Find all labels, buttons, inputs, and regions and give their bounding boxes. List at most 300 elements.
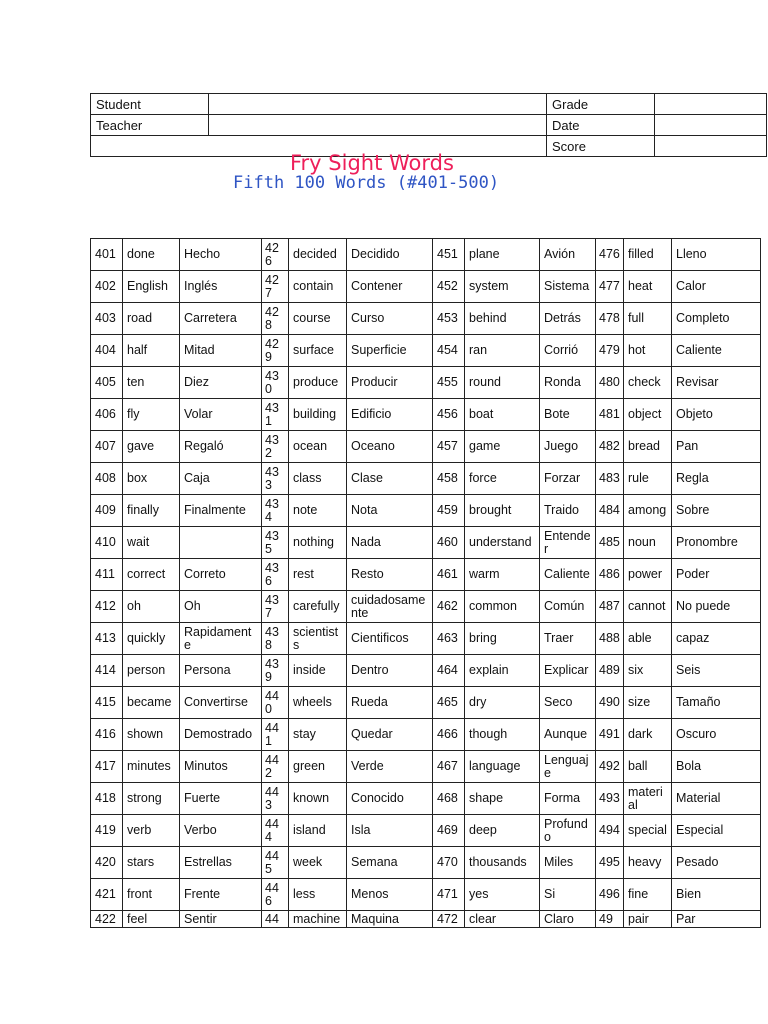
word-number-cell: 406: [91, 399, 123, 431]
word-number-cell: 405: [91, 367, 123, 399]
word-cell: bread: [624, 431, 672, 463]
table-row: [91, 783, 761, 815]
word-cell: quickly: [123, 623, 180, 655]
spanish-translation-cell: Producir: [347, 367, 433, 399]
table-row: [91, 527, 761, 559]
spanish-translation-cell: Seis: [672, 655, 761, 687]
table-row: [91, 655, 761, 687]
spanish-translation-cell: Caliente: [672, 335, 761, 367]
word-number-cell: 455: [433, 367, 465, 399]
word-number-cell: 421: [91, 879, 123, 911]
word-cell: week: [289, 847, 347, 879]
spanish-translation-cell: Bote: [540, 399, 596, 431]
word-cell: inside: [289, 655, 347, 687]
score-label: Score: [547, 136, 655, 157]
spanish-translation-cell: Claro: [540, 911, 596, 928]
word-number-cell: 441: [262, 719, 289, 751]
spanish-translation-cell: Nada: [347, 527, 433, 559]
word-number-cell: 403: [91, 303, 123, 335]
word-number-cell: 477: [596, 271, 624, 303]
spanish-translation-cell: Oscuro: [672, 719, 761, 751]
spanish-translation-cell: Volar: [180, 399, 262, 431]
spanish-translation-cell: Caja: [180, 463, 262, 495]
word-cell: explain: [465, 655, 540, 687]
word-number-cell: 465: [433, 687, 465, 719]
spanish-translation-cell: Estrellas: [180, 847, 262, 879]
word-cell: material: [624, 783, 672, 815]
word-number-cell: 437: [262, 591, 289, 623]
word-cell: decided: [289, 239, 347, 271]
word-number-cell: 409: [91, 495, 123, 527]
word-cell: shown: [123, 719, 180, 751]
spanish-translation-cell: Forzar: [540, 463, 596, 495]
table-row: [91, 623, 761, 655]
table-row: [91, 239, 761, 271]
word-number-cell: 436: [262, 559, 289, 591]
word-number-cell: 492: [596, 751, 624, 783]
word-cell: became: [123, 687, 180, 719]
word-cell: noun: [624, 527, 672, 559]
spanish-translation-cell: No puede: [672, 591, 761, 623]
spanish-translation-cell: Dentro: [347, 655, 433, 687]
word-number-cell: 426: [262, 239, 289, 271]
table-row: [91, 911, 761, 928]
word-cell: behind: [465, 303, 540, 335]
word-cell: deep: [465, 815, 540, 847]
word-cell: among: [624, 495, 672, 527]
table-row: [91, 687, 761, 719]
word-number-cell: 495: [596, 847, 624, 879]
spanish-translation-cell: Ronda: [540, 367, 596, 399]
word-cell: known: [289, 783, 347, 815]
word-cell: wait: [123, 527, 180, 559]
word-number-cell: 432: [262, 431, 289, 463]
word-cell: island: [289, 815, 347, 847]
word-number-cell: 484: [596, 495, 624, 527]
word-number-cell: 478: [596, 303, 624, 335]
spanish-translation-cell: Conocido: [347, 783, 433, 815]
word-cell: hot: [624, 335, 672, 367]
word-cell: less: [289, 879, 347, 911]
word-cell: round: [465, 367, 540, 399]
word-number-cell: 431: [262, 399, 289, 431]
word-number-cell: 469: [433, 815, 465, 847]
word-cell: rest: [289, 559, 347, 591]
word-cell: yes: [465, 879, 540, 911]
word-number-cell: 458: [433, 463, 465, 495]
spanish-translation-cell: Regaló: [180, 431, 262, 463]
word-cell: produce: [289, 367, 347, 399]
spanish-translation-cell: Pronombre: [672, 527, 761, 559]
table-row: [91, 847, 761, 879]
spanish-translation-cell: Carretera: [180, 303, 262, 335]
spanish-translation-cell: Menos: [347, 879, 433, 911]
word-number-cell: 482: [596, 431, 624, 463]
spanish-translation-cell: Bola: [672, 751, 761, 783]
spanish-translation-cell: Juego: [540, 431, 596, 463]
word-cell: six: [624, 655, 672, 687]
spanish-translation-cell: Convertirse: [180, 687, 262, 719]
spanish-translation-cell: Persona: [180, 655, 262, 687]
word-number-cell: 468: [433, 783, 465, 815]
spanish-translation-cell: Fuerte: [180, 783, 262, 815]
spanish-translation-cell: Edificio: [347, 399, 433, 431]
spanish-translation-cell: Sistema: [540, 271, 596, 303]
word-cell: special: [624, 815, 672, 847]
spanish-translation-cell: Común: [540, 591, 596, 623]
spanish-translation-cell: Oceano: [347, 431, 433, 463]
word-cell: force: [465, 463, 540, 495]
word-cell: able: [624, 623, 672, 655]
spanish-translation-cell: Quedar: [347, 719, 433, 751]
word-cell: oh: [123, 591, 180, 623]
date-label: Date: [547, 115, 655, 136]
word-number-cell: 414: [91, 655, 123, 687]
word-number-cell: 429: [262, 335, 289, 367]
word-cell: power: [624, 559, 672, 591]
word-cell: correct: [123, 559, 180, 591]
spanish-translation-cell: Sentir: [180, 911, 262, 928]
word-number-cell: 486: [596, 559, 624, 591]
word-number-cell: 416: [91, 719, 123, 751]
word-cell: wheels: [289, 687, 347, 719]
spanish-translation-cell: Clase: [347, 463, 433, 495]
word-cell: class: [289, 463, 347, 495]
word-number-cell: 470: [433, 847, 465, 879]
word-cell: ocean: [289, 431, 347, 463]
spanish-translation-cell: Rapidamente: [180, 623, 262, 655]
word-cell: thousands: [465, 847, 540, 879]
word-number-cell: 451: [433, 239, 465, 271]
word-cell: ball: [624, 751, 672, 783]
word-cell: front: [123, 879, 180, 911]
word-number-cell: 427: [262, 271, 289, 303]
word-cell: filled: [624, 239, 672, 271]
spanish-translation-cell: Traido: [540, 495, 596, 527]
spanish-translation-cell: Sobre: [672, 495, 761, 527]
word-number-cell: 459: [433, 495, 465, 527]
student-label: Student: [91, 94, 209, 115]
spanish-translation-cell: Decidido: [347, 239, 433, 271]
word-number-cell: 452: [433, 271, 465, 303]
word-number-cell: 428: [262, 303, 289, 335]
word-cell: game: [465, 431, 540, 463]
spanish-translation-cell: Tamaño: [672, 687, 761, 719]
word-cell: language: [465, 751, 540, 783]
grade-field[interactable]: [655, 94, 767, 115]
word-number-cell: 408: [91, 463, 123, 495]
word-cell: building: [289, 399, 347, 431]
word-number-cell: 493: [596, 783, 624, 815]
spanish-translation-cell: Objeto: [672, 399, 761, 431]
word-number-cell: 483: [596, 463, 624, 495]
word-number-cell: 479: [596, 335, 624, 367]
table-row: [91, 271, 761, 303]
word-number-cell: 407: [91, 431, 123, 463]
word-number-cell: 415: [91, 687, 123, 719]
word-cell: fine: [624, 879, 672, 911]
word-number-cell: 443: [262, 783, 289, 815]
word-cell: verb: [123, 815, 180, 847]
word-number-cell: 434: [262, 495, 289, 527]
word-cell: strong: [123, 783, 180, 815]
spanish-translation-cell: Corrió: [540, 335, 596, 367]
spanish-translation-cell: Entender: [540, 527, 596, 559]
grade-label: Grade: [547, 94, 655, 115]
teacher-row: [91, 115, 767, 136]
spanish-translation-cell: Pesado: [672, 847, 761, 879]
word-number-cell: 445: [262, 847, 289, 879]
spanish-translation-cell: Verde: [347, 751, 433, 783]
spanish-translation-cell: Diez: [180, 367, 262, 399]
spanish-translation-cell: Profundo: [540, 815, 596, 847]
spanish-translation-cell: Curso: [347, 303, 433, 335]
spanish-translation-cell: Miles: [540, 847, 596, 879]
word-number-cell: 476: [596, 239, 624, 271]
word-number-cell: 430: [262, 367, 289, 399]
word-number-cell: 461: [433, 559, 465, 591]
word-cell: though: [465, 719, 540, 751]
page-subtitle: Fifth 100 Words (#401-500): [233, 173, 500, 193]
word-cell: stay: [289, 719, 347, 751]
spanish-translation-cell: Superficie: [347, 335, 433, 367]
spanish-translation-cell: Semana: [347, 847, 433, 879]
word-number-cell: 49: [596, 911, 624, 928]
word-cell: machine: [289, 911, 347, 928]
spanish-translation-cell: Hecho: [180, 239, 262, 271]
word-cell: course: [289, 303, 347, 335]
table-row: [91, 431, 761, 463]
spanish-translation-cell: Nota: [347, 495, 433, 527]
word-number-cell: 410: [91, 527, 123, 559]
word-cell: size: [624, 687, 672, 719]
spanish-translation-cell: Poder: [672, 559, 761, 591]
word-cell: pair: [624, 911, 672, 928]
spanish-translation-cell: Material: [672, 783, 761, 815]
word-number-cell: 446: [262, 879, 289, 911]
spanish-translation-cell: Cientificos: [347, 623, 433, 655]
word-cell: note: [289, 495, 347, 527]
table-row: [91, 399, 761, 431]
words-table-body: [91, 239, 761, 928]
spanish-translation-cell: Maquina: [347, 911, 433, 928]
word-cell: person: [123, 655, 180, 687]
word-cell: dry: [465, 687, 540, 719]
word-cell: object: [624, 399, 672, 431]
word-cell: check: [624, 367, 672, 399]
word-cell: fly: [123, 399, 180, 431]
word-cell: common: [465, 591, 540, 623]
word-number-cell: 496: [596, 879, 624, 911]
word-number-cell: 435: [262, 527, 289, 559]
spanish-translation-cell: Avión: [540, 239, 596, 271]
word-cell: bring: [465, 623, 540, 655]
word-cell: shape: [465, 783, 540, 815]
teacher-label: Teacher: [91, 115, 209, 136]
spanish-translation-cell: Contener: [347, 271, 433, 303]
spanish-translation-cell: Detrás: [540, 303, 596, 335]
word-cell: brought: [465, 495, 540, 527]
word-cell: feel: [123, 911, 180, 928]
spanish-translation-cell: Inglés: [180, 271, 262, 303]
word-cell: carefully: [289, 591, 347, 623]
spanish-translation-cell: Revisar: [672, 367, 761, 399]
table-row: [91, 591, 761, 623]
table-row: [91, 719, 761, 751]
word-number-cell: 467: [433, 751, 465, 783]
table-row: [91, 751, 761, 783]
spanish-translation-cell: cuidadosamente: [347, 591, 433, 623]
word-cell: green: [289, 751, 347, 783]
table-row: [91, 815, 761, 847]
word-cell: box: [123, 463, 180, 495]
word-cell: half: [123, 335, 180, 367]
word-number-cell: 404: [91, 335, 123, 367]
table-row: [91, 495, 761, 527]
word-number-cell: 413: [91, 623, 123, 655]
word-number-cell: 453: [433, 303, 465, 335]
spanish-translation-cell: Lleno: [672, 239, 761, 271]
word-number-cell: 438: [262, 623, 289, 655]
spanish-translation-cell: Especial: [672, 815, 761, 847]
sight-words-table: [90, 238, 761, 928]
word-cell: ran: [465, 335, 540, 367]
word-cell: surface: [289, 335, 347, 367]
spanish-translation-cell: Bien: [672, 879, 761, 911]
word-cell: heavy: [624, 847, 672, 879]
word-number-cell: 462: [433, 591, 465, 623]
spanish-translation-cell: Regla: [672, 463, 761, 495]
word-number-cell: 411: [91, 559, 123, 591]
spanish-translation-cell: Demostrado: [180, 719, 262, 751]
word-number-cell: 420: [91, 847, 123, 879]
word-cell: understand: [465, 527, 540, 559]
word-number-cell: 463: [433, 623, 465, 655]
student-field[interactable]: [209, 94, 547, 115]
table-row: [91, 367, 761, 399]
spanish-translation-cell: Forma: [540, 783, 596, 815]
word-cell: done: [123, 239, 180, 271]
word-cell: gave: [123, 431, 180, 463]
word-cell: ten: [123, 367, 180, 399]
word-number-cell: 481: [596, 399, 624, 431]
word-cell: nothing: [289, 527, 347, 559]
word-number-cell: 457: [433, 431, 465, 463]
word-number-cell: 412: [91, 591, 123, 623]
word-cell: road: [123, 303, 180, 335]
word-number-cell: 488: [596, 623, 624, 655]
word-number-cell: 466: [433, 719, 465, 751]
word-cell: minutes: [123, 751, 180, 783]
spanish-translation-cell: [180, 527, 262, 559]
spanish-translation-cell: Lenguaje: [540, 751, 596, 783]
word-number-cell: 485: [596, 527, 624, 559]
word-number-cell: 491: [596, 719, 624, 751]
spanish-translation-cell: Traer: [540, 623, 596, 655]
word-number-cell: 440: [262, 687, 289, 719]
spanish-translation-cell: Par: [672, 911, 761, 928]
word-number-cell: 471: [433, 879, 465, 911]
word-number-cell: 442: [262, 751, 289, 783]
word-cell: full: [624, 303, 672, 335]
word-number-cell: 472: [433, 911, 465, 928]
spanish-translation-cell: Rueda: [347, 687, 433, 719]
table-row: [91, 559, 761, 591]
word-number-cell: 480: [596, 367, 624, 399]
word-cell: cannot: [624, 591, 672, 623]
word-cell: rule: [624, 463, 672, 495]
word-number-cell: 433: [262, 463, 289, 495]
word-number-cell: 454: [433, 335, 465, 367]
table-row: [91, 879, 761, 911]
page-title: Fry Sight Words: [290, 151, 454, 175]
spanish-translation-cell: Mitad: [180, 335, 262, 367]
score-field[interactable]: [655, 136, 767, 157]
spanish-translation-cell: Pan: [672, 431, 761, 463]
word-number-cell: 401: [91, 239, 123, 271]
word-number-cell: 417: [91, 751, 123, 783]
word-cell: scientists: [289, 623, 347, 655]
word-cell: plane: [465, 239, 540, 271]
spanish-translation-cell: Calor: [672, 271, 761, 303]
student-row: [91, 94, 767, 115]
word-cell: clear: [465, 911, 540, 928]
table-row: [91, 335, 761, 367]
spanish-translation-cell: Caliente: [540, 559, 596, 591]
word-cell: contain: [289, 271, 347, 303]
word-cell: dark: [624, 719, 672, 751]
spanish-translation-cell: Finalmente: [180, 495, 262, 527]
spanish-translation-cell: Oh: [180, 591, 262, 623]
spanish-translation-cell: Correto: [180, 559, 262, 591]
word-number-cell: 464: [433, 655, 465, 687]
word-number-cell: 439: [262, 655, 289, 687]
word-number-cell: 494: [596, 815, 624, 847]
word-cell: heat: [624, 271, 672, 303]
word-number-cell: 402: [91, 271, 123, 303]
word-number-cell: 487: [596, 591, 624, 623]
word-number-cell: 422: [91, 911, 123, 928]
word-cell: system: [465, 271, 540, 303]
student-info-table: [90, 93, 767, 157]
word-number-cell: 444: [262, 815, 289, 847]
word-number-cell: 460: [433, 527, 465, 559]
spanish-translation-cell: Completo: [672, 303, 761, 335]
spanish-translation-cell: Si: [540, 879, 596, 911]
word-cell: English: [123, 271, 180, 303]
word-number-cell: 44: [262, 911, 289, 928]
table-row: [91, 303, 761, 335]
word-cell: finally: [123, 495, 180, 527]
spanish-translation-cell: Isla: [347, 815, 433, 847]
word-cell: warm: [465, 559, 540, 591]
spanish-translation-cell: Minutos: [180, 751, 262, 783]
spanish-translation-cell: Verbo: [180, 815, 262, 847]
spanish-translation-cell: Seco: [540, 687, 596, 719]
word-cell: boat: [465, 399, 540, 431]
word-number-cell: 419: [91, 815, 123, 847]
word-cell: stars: [123, 847, 180, 879]
date-field[interactable]: [655, 115, 767, 136]
spanish-translation-cell: Aunque: [540, 719, 596, 751]
word-number-cell: 418: [91, 783, 123, 815]
spanish-translation-cell: Resto: [347, 559, 433, 591]
teacher-field[interactable]: [209, 115, 547, 136]
spanish-translation-cell: capaz: [672, 623, 761, 655]
spanish-translation-cell: Frente: [180, 879, 262, 911]
word-number-cell: 490: [596, 687, 624, 719]
spanish-translation-cell: Explicar: [540, 655, 596, 687]
